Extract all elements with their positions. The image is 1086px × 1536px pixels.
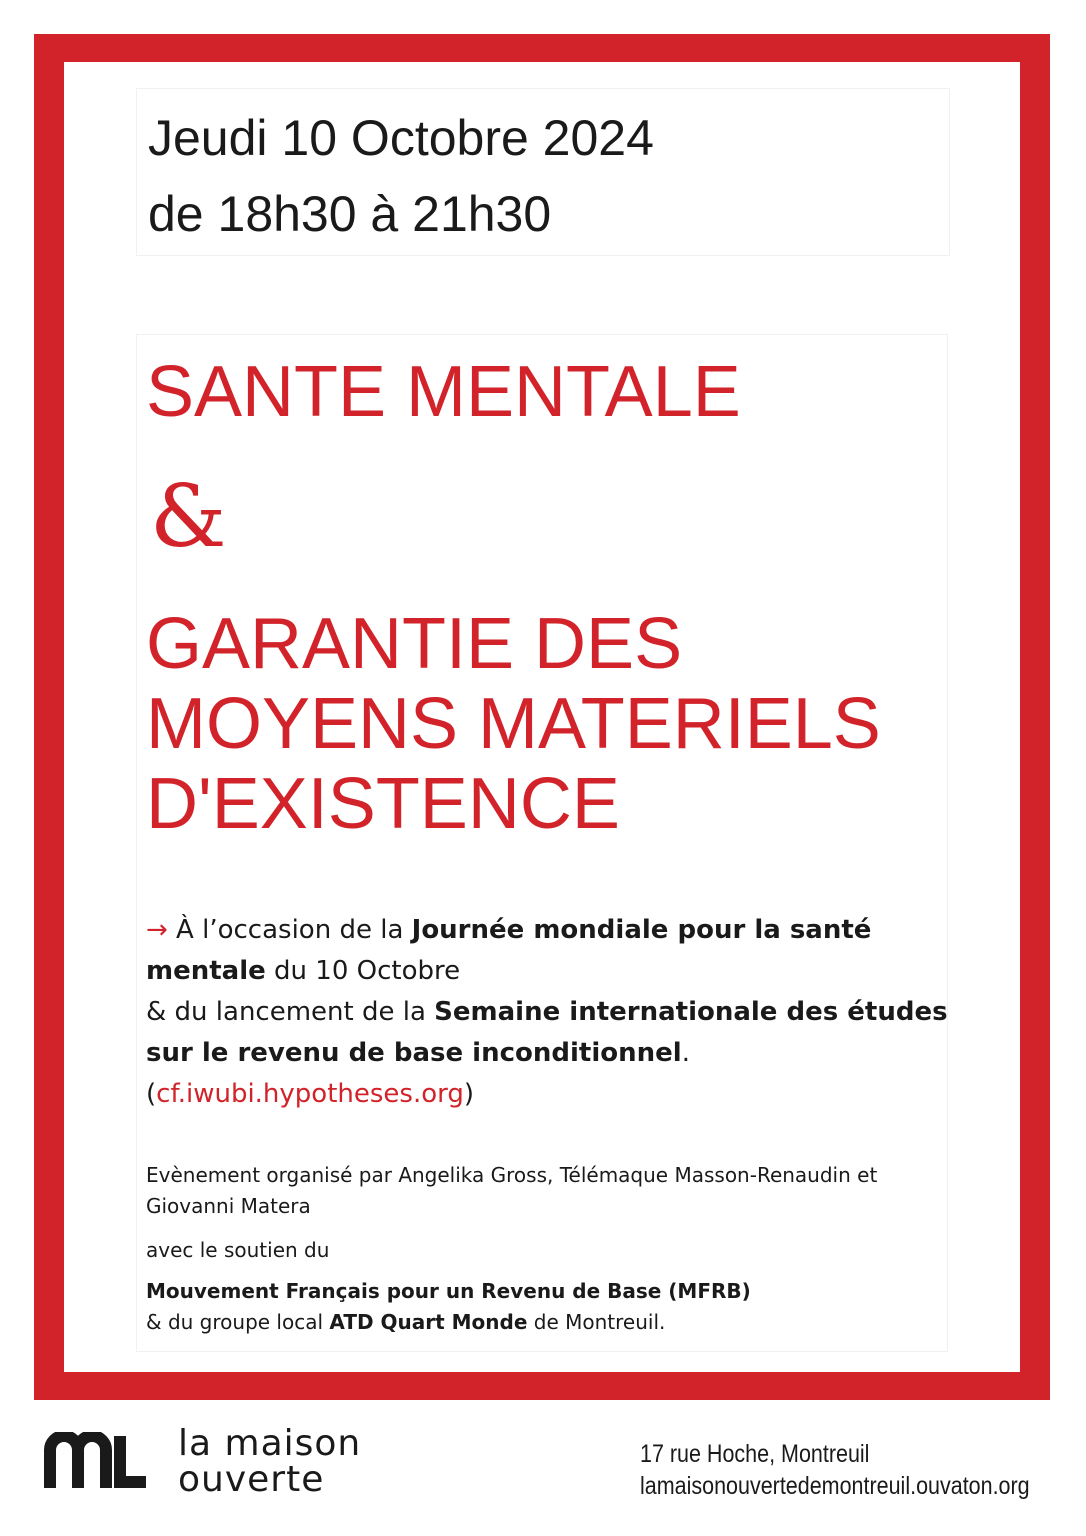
logo-wordmark [178,1423,362,1500]
intro-bold-1: Journée mondiale pour la santé mentale [146,915,872,986]
address-block [640,1438,1030,1502]
title-line-4: D'EXISTENCE [146,764,620,844]
partners-text-2: de Montreuil. [527,1310,666,1334]
title-block-2 [146,604,881,844]
partner-atd: ATD Quart Monde [329,1310,528,1334]
venue-website[interactable]: lamaisonouvertedemontreuil.ouvaton.org [640,1472,1030,1500]
partners-text [146,1276,946,1338]
support-label: avec le soutien du [146,1238,330,1262]
event-time: de 18h30 à 21h30 [148,186,552,242]
paren-close: ) [463,1079,475,1109]
logo-line-2: ouverte [178,1459,325,1500]
title-line-2: GARANTIE DES [146,604,683,684]
intro-paragraph [146,910,976,1115]
street-address: 17 rue Hoche, Montreuil [640,1440,870,1468]
paren-open: ( [146,1079,157,1109]
organizers-text: Evènement organisé par Angelika Gross, Télémaque Masson-Renaudin et Giovanni Matera [146,1163,878,1218]
arrow-right-icon: → [146,915,168,945]
ml-logo-icon [42,1432,146,1490]
partner-mfrb: Mouvement Français pour un Revenu de Base (MFRB) [146,1279,751,1303]
title-line-3: MOYENS MATERIELS [146,684,881,764]
event-day: Jeudi 10 Octobre 2024 [148,110,654,166]
intro-text-1: À l’occasion de la [167,915,412,945]
event-date [148,100,654,252]
logo-line-1: la maison [178,1423,362,1464]
partners-text-1: & du groupe local [146,1310,330,1334]
website-link[interactable]: cf.iwubi.hypotheses.org [156,1079,464,1109]
intro-bold-2: Semaine internationale des études sur le revenu de base inconditionnel [146,997,948,1068]
intro-text-3: & du lancement de la [146,997,435,1027]
intro-text-4: . [681,1038,690,1068]
title-ampersand: & [150,467,227,567]
title-line-1: SANTE MENTALE [146,352,741,432]
intro-text-2: du 10 Octobre [265,956,461,986]
